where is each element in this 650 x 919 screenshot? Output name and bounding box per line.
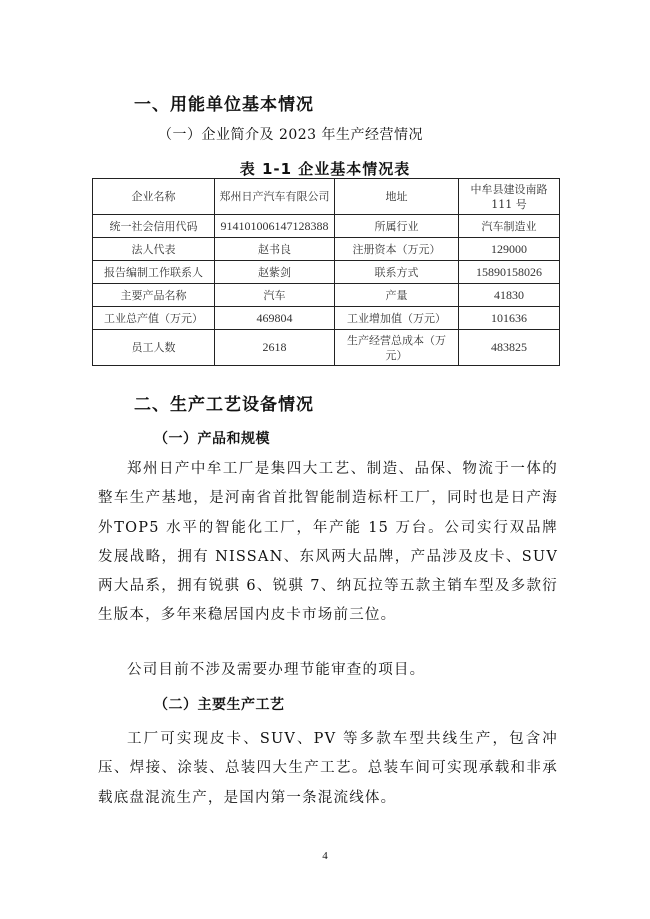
products-scale-subheading: （一）产品和规模 <box>154 431 270 447</box>
table-cell: 企业名称 <box>93 179 215 215</box>
table-cell: 统一社会信用代码 <box>93 215 215 238</box>
table-cell: 赵书良 <box>215 238 335 261</box>
table-row <box>93 238 560 261</box>
table-cell: 汽车 <box>215 284 335 307</box>
table-cell: 法人代表 <box>93 238 215 261</box>
table-cell: 101636 <box>459 307 560 330</box>
table-cell: 联系方式 <box>335 261 459 284</box>
enterprise-info-table <box>92 178 560 366</box>
table-cell: 主要产品名称 <box>93 284 215 307</box>
table-row <box>93 330 560 366</box>
table-cell: 注册资本（万元） <box>335 238 459 261</box>
table-cell: 生产经营总成本（万元） <box>335 330 459 366</box>
table-cell: 469804 <box>215 307 335 330</box>
table-cell: 报告编制工作联系人 <box>93 261 215 284</box>
section-2-heading: 二、生产工艺设备情况 <box>134 395 314 415</box>
table-cell: 2618 <box>215 330 335 366</box>
page-number: 4 <box>322 850 328 862</box>
table-cell: 129000 <box>459 238 560 261</box>
table-cell: 地址 <box>335 179 459 215</box>
table-cell: 41830 <box>459 284 560 307</box>
products-paragraph: 郑州日产中牟工厂是集四大工艺、制造、品保、物流于一体的整车生产基地，是河南省首批智能制造标杆工厂，同时也是日产海外TOP5 水平的智能化工厂，年产能 15 万台。公司实行双品牌发展战略，拥有 NISSAN、东风两大品牌，产品涉及皮卡、SUV 两大品系，拥有锐骐 6、锐骐 7、纳瓦拉等五款主销车型及多款衍生版本，多年来稳居国内皮卡市场前三位。 <box>98 461 558 624</box>
table-cell: 赵紫剑 <box>215 261 335 284</box>
process-subheading: （二）主要生产工艺 <box>154 697 285 713</box>
table-row <box>93 284 560 307</box>
section-1-heading: 一、用能单位基本情况 <box>134 95 314 115</box>
table-row <box>93 307 560 330</box>
table-cell: 员工人数 <box>93 330 215 366</box>
table-cell: 产量 <box>335 284 459 307</box>
table-row <box>93 261 560 284</box>
section-1-subheading: （一）企业简介及 2023 年生产经营情况 <box>158 127 424 143</box>
table-cell: 15890158026 <box>459 261 560 284</box>
table-caption: 表 1-1 企业基本情况表 <box>239 160 411 178</box>
table-row <box>93 179 560 215</box>
table-cell: 工业总产值（万元） <box>93 307 215 330</box>
table-cell: 所属行业 <box>335 215 459 238</box>
table-row <box>93 215 560 238</box>
table-cell: 工业增加值（万元） <box>335 307 459 330</box>
energy-review-paragraph: 公司目前不涉及需要办理节能审查的项目。 <box>127 662 426 678</box>
table-cell: 483825 <box>459 330 560 366</box>
table-cell: 汽车制造业 <box>459 215 560 238</box>
process-paragraph: 工厂可实现皮卡、SUV、PV 等多款车型共线生产，包含冲压、焊接、涂装、总装四大生产工艺。总装车间可实现承载和非承载底盘混流生产，是国内第一条混流线体。 <box>98 731 558 806</box>
table-cell: 中牟县建设南路111 号 <box>459 179 560 215</box>
table-cell: 914101006147128388 <box>215 215 335 238</box>
table-cell: 郑州日产汽车有限公司 <box>215 179 335 215</box>
